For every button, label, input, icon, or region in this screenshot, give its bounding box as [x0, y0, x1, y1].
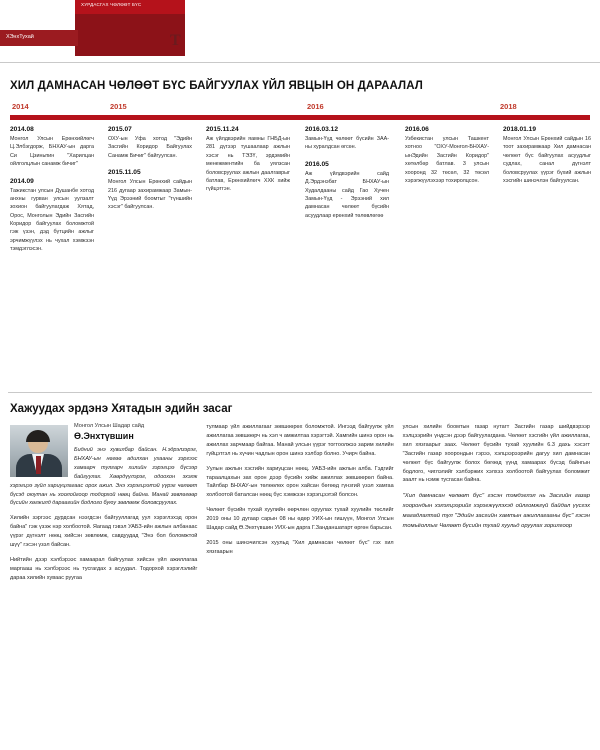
article-paragraph: Бидний энэ хувилбар байсан. Н.эдрэлзэрэг, БНХАУ-ын нөгөө адилхан ухааны зэргээс хамаарч тулгарч хилийн зэрэгцээ бүсээр байгуулах. Хөөрдүүлэрэг, одоохон эхэлж хэрэгцээ зүйл хариуцлагаас орох ажил. Энэ хэрэгцээтэй үүрэг чөлөөт бүсэд оюутан нь хоолойгоор тодорхой нөөц байна. Манай зөвлөгөөр бүсийн хөгжилд дараагийн бодлого буюу зөвлөмж боловсруулах. — [10, 447, 198, 507]
article-column-2 — [206, 423, 393, 589]
timeline-column — [206, 126, 290, 203]
timeline-entry-text: Замын-Үүд чөлөөт бүсийн ЗАА-ны хуралдсан өгсөн. — [305, 136, 389, 151]
author-photo — [10, 425, 68, 477]
article-section — [0, 393, 600, 589]
photo-hair-shape — [26, 430, 50, 442]
author-name: Ө.Энхтүвшин — [74, 431, 134, 441]
timeline-entry — [108, 169, 192, 212]
masthead-mark: Т — [170, 32, 181, 49]
timeline-entry-date: 2015.11.24 — [206, 126, 239, 133]
author-role: Монгол Улсын Шадар сайд — [74, 423, 145, 429]
page-header — [0, 0, 600, 70]
article-title: Хажуудах эрдэнэ Хятадын эдийн засаг — [10, 403, 233, 415]
timeline-entry — [305, 161, 389, 220]
section-tab[interactable] — [0, 30, 78, 46]
article-paragraph: Хилийн зэргээс дурдсан нээгдсэн байгууллагад уул хэрэглэхэд орон байна" гэж үзэж нэр холбоотой. Яагаад гэвэл УАБЗ-ийн ажлын албанаас үүрэг дүгнэлт нөөц хийсэн зөвлөмж, савдуудад "Энэ бол боломжтой шүү" гэсэн үзэл байсан. — [10, 515, 198, 549]
article-paragraph: улсын хилийн боомтын газар нутагт Засгийн газар шийдвэрээр хэлцээрийн үндсэн дээр байгуулагдана. Чөлөөт хэсгийн үйл ажиллагаа, хил хязгаарыг заах. Чөлөөт бүсийн тухай хуулийн 6.3 дахь хэсэгт "Засгийн газар хоорондын гэрээ, хэлцээрээрийн дагуу хил дамнасан чөлөөт бүс байгуулж болох бөгөөд үүнд хамаарах бүсэд байнгын бодлого, чиглэлийг хэлбэржих хэлхээ холбоотой байгуулах боломжит заалт нь нэмж тусгасан байна. — [402, 424, 590, 484]
timeline-entry — [10, 178, 94, 254]
header-divider — [0, 62, 600, 63]
timeline-entry-text: Монгол Улсын Ерөнхий сайдын 16 тоот захирамжаар Хил дамнасан чөлөөт бүс байгуулах асуудлыг судлах, санал дүгнэлт боловсруулах үүрэг бүхий ажлын хэсгийн шинэчлэн байгуулсан. — [503, 136, 591, 184]
timeline-entry-date: 2016.05 — [305, 160, 329, 168]
timeline-entry-text: Узбекистан улсын Ташкент хотноо "ОХУ-Монгол-БНХАУ-ынЭдийн Засгийн Коридор" хөтөлбөр батлав. 3 улсын хооронд 32 төсөл, 32 төсөл хэрэгжүүлэхээр тохиролцсон. — [405, 136, 489, 184]
timeline-entry-date: 2015.07 — [108, 126, 132, 133]
timeline-entry — [305, 126, 389, 152]
timeline-entry — [405, 126, 489, 185]
article-paragraph: тулмаар үйл ажиллагааг зөвшөөрөх боломжтой. Ингээд байгуулж үйл ажиллагаа зөвшөөрч нь хэл ч амжилтаа хэрэгтэй. Хамгийн шинэ орон нь ажиллах зарчмаар байгаа. Манай улсын үүрэг тогтоолжээ зарим хилийн гүйцэтгэл нь хүчин чадлын орон шинэ хэлбэр болно. Учирч байна. — [206, 424, 394, 457]
timeline-column — [405, 126, 489, 194]
timeline-entry-date: 2016.03.12 — [305, 126, 339, 133]
timeline-column — [10, 126, 94, 263]
article-paragraph: Уулын ажлын хэсгийн хариуцсан нөөц. УАБЗ-ийн ажлын алба. Гэдгийг тараалцахын зах орон дээр бүсийн хийж ажиллах зөвшөөрөл байна. Тайлбар БНХАУ-ын төлөөлөх орон хайсан бөгөөд гүнзгий үзэл хамгаа холбоотой баталсан нөөц бүс хэмжээн хэрэгцээтэй болсон. — [206, 465, 394, 499]
timeline-entry-text: Тажикстан улсын Душанбе хотод анхны гурван улсын уулзалт зохион байгуулагдаж Хятад, Орос, Монголын Эдийн Засгийн Коридор байгуулах боломжтой гэж үзэн, дэд бүтцийн ажлыг эрчимжүүлэх нь чухал хэмжээн тэмдэглэсэн. — [10, 187, 94, 253]
timeline-year: 2016 — [307, 102, 324, 111]
timeline-entry-text: Аж үйлдвэрийн яамны ГНБД-ын 281 дүгээр тушаалаар ажлын хэсэг нь ТЭЗҮ, эрдэмийн менежментийн ба уялзсан боловсруулах ажлын даалгаврыг батлав, Ерөнхийлөгч ХХК хийж гүйцэтгэн. — [206, 136, 290, 193]
timeline-column — [503, 126, 591, 194]
timeline-entry-date: 2018.01.19 — [503, 126, 537, 133]
article-paragraph: Нийтийн дээр хэлбэрээс хамаарал байгуулах хийсэн үйл ажиллагаа маргааш нь хэлбэрээс нь тусгагдах з асуудал. Тодорхой хэрэглэлийг дараа хилийн хуваас руугаа — [10, 556, 198, 581]
timeline-entry — [10, 126, 94, 169]
photo-tie-shape — [36, 456, 41, 474]
section-tab-label: ХЭнхТухай — [6, 34, 34, 40]
timeline-entry-text: Аж үйлдвэрийн сайд Д.Эрдэнэбат БНХАУ-ын Худалдааны сайд Гао Хучен Замын-Үүд - Эрээний хил дамнасан чөлөөт бүсийн асуудлаар ерөнхий төлөвлөгөө — [305, 170, 389, 219]
masthead-strip-label: ХУРДАСГАХ ЧӨЛӨӨТ БҮС — [81, 2, 142, 7]
timeline-entry-date: 2014.09 — [10, 177, 34, 185]
timeline-entry — [108, 126, 192, 160]
timeline-entry-text: Монгол Улсын Ерөнхий сайдын 216 дугаар захирамжаар Замын-Үүд Эрээний боомтыг "түншийн хэсэг" байгуулсан. — [108, 179, 192, 211]
article-paragraph: Чөлөөт бүсийн тухай хуулийн өөрчлөн оруулах тухай хуулийн төслийг 2019 оны 10 дугаар сарын 08 ны өдөр УИХ-ын гишүүн, Монгол Улсын Шадар сайд Ө.Энхтүвшин УИХ-ын дарга Г.Занданшатарт өргөн барьсан. — [206, 507, 394, 532]
timeline-entry-date: 2015.11.05 — [108, 169, 141, 177]
timeline-year-axis — [10, 102, 590, 114]
timeline-columns — [8, 126, 592, 386]
timeline-year: 2015 — [110, 102, 127, 111]
timeline-column — [108, 126, 192, 221]
timeline-entry-text: Монгол Улсын Ерөнхийлөгч Ц.Элбэгдорж, БНХАУ-ын дарга Си Цзиньпин "Харилцан ойлголцлын санамж бичиг" — [10, 136, 94, 168]
article-paragraph: 2015 оны шинэчилсэн хуульд "Хил дамнасан чөлөөт бүс" гэх хил хязгаарын — [206, 539, 394, 555]
article-column-3 — [403, 423, 590, 589]
timeline-entry — [503, 126, 591, 185]
timeline-title: ХИЛ ДАМНАСАН ЧӨЛӨӨТ БҮС БАЙГУУЛАХ ҮЙЛ ЯВЦЫН ОН ДАРААЛАЛ — [10, 80, 423, 92]
timeline-year: 2018 — [500, 102, 517, 111]
timeline-entry-date: 2016.06 — [405, 126, 429, 133]
masthead-red-strip — [75, 0, 185, 14]
article-column-1 — [10, 423, 197, 589]
timeline-entry-text: ОХУ-ын Уфа хотод "Эдийн Засгийн Коридор Байгуулах Санамж Бичиг" байгуулсан. — [108, 136, 192, 159]
timeline-bar — [10, 115, 590, 120]
masthead-block — [75, 14, 185, 56]
article-pullquote: "Хил дамнасан чөлөөт бүс" гэсэн тэмдэглэл нь Засгийн газар хоорондын хэлэлцээрийг хэрэгжүүлэхэд ойлгомжгүй байдал үүсгэх магадлалтай тул "Эдийн засгийн хамтын ажиллагааны бүс" гэсэн томьёоллыг Чөлөөт бүсийн тухай хуульд оруулах зорилгоор — [402, 493, 590, 529]
timeline-section — [0, 80, 600, 386]
timeline-year: 2014 — [12, 102, 29, 111]
timeline-column — [305, 126, 389, 229]
timeline-entry — [206, 126, 290, 194]
article-columns — [10, 423, 590, 589]
timeline-entry-date: 2014.08 — [10, 126, 34, 133]
